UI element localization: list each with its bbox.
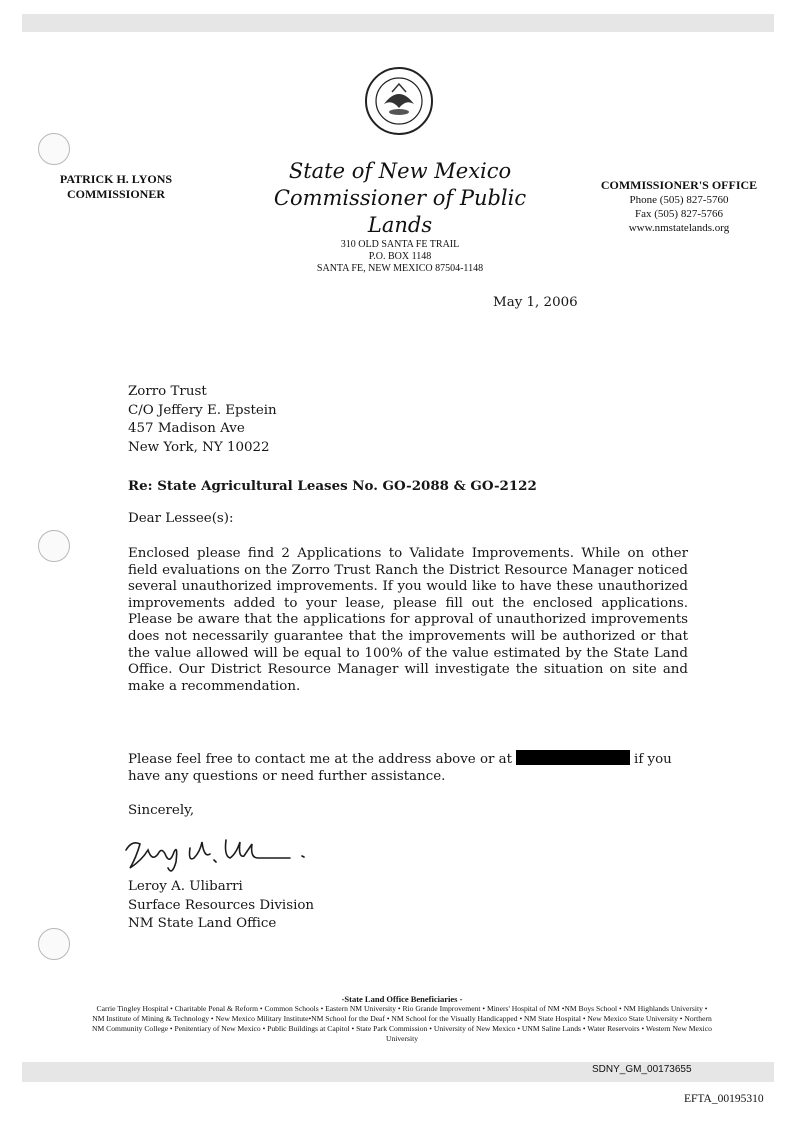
footer-title: -State Land Office Beneficiaries - xyxy=(341,994,463,1004)
office-title: COMMISSIONER'S OFFICE xyxy=(600,178,758,192)
address-line-1: 310 OLD SANTA FE TRAIL xyxy=(340,239,460,250)
body-paragraph-1: Enclosed please find 2 Applications to Validate Improvements. While on other field evaluations on the Zorro Trust Ranch the District Resource Manager noticed several unauthorized improvements. If you would like to have these unauthorized improvements added to your lease, please fill out the enclosed applications. Please be aware that the applications for approval of unauthorized improvements does not necessarily guarantee that the improvements will be authorized or that the value allowed will be equal to 100% of the value estimated by the State Land Office. Our District Resource Manager will investigate the situation on site and make a recommendation. xyxy=(128,546,688,694)
subject-line: Re: State Agricultural Leases No. GO-2088 & GO-2122 xyxy=(128,478,537,494)
salutation: Dear Lessee(s): xyxy=(128,511,234,526)
signature-block xyxy=(128,878,314,934)
handwritten-signature xyxy=(118,828,338,878)
state-seal xyxy=(364,66,434,136)
office-line: Commissioner of Public Lands xyxy=(273,186,527,237)
office-website[interactable]: www.nmstatelands.org xyxy=(628,222,730,234)
office-fax: Fax (505) 827-5766 xyxy=(635,208,723,220)
signer-division: Surface Resources Division xyxy=(128,897,315,913)
body-paragraph-2 xyxy=(128,750,688,785)
paragraph-2-end: if you have any questions or need further assistance. xyxy=(128,752,672,784)
punch-hole-top xyxy=(38,133,70,165)
recipient-line-4: New York, NY 10022 xyxy=(128,439,270,455)
commissioner-block xyxy=(50,172,182,202)
recipient-line-1: Zorro Trust xyxy=(128,384,207,399)
footer-beneficiaries: Carrie Tingley Hospital • Charitable Penal & Reform • Common Schools • Eastern NM University • Rio Grande Improvement • Miners' Hospital of NM •NM Boys School • NM Highlands University • NM Institute of Mining & Technology • New Mexico Military Institute•NM School for the Deaf • NM School for the Visually Handicapped • NM State Hospital • New Mexico State University • Northern NM Community College • Penitentiary of New Mexico • Public Buildings at Capitol • State Park Commission • University of New Mexico • UNM Saline Lands • Water Reservoirs • Western New Mexico University xyxy=(92,1004,712,1043)
punch-hole-middle xyxy=(38,530,70,562)
address-line-2: P.O. BOX 1148 xyxy=(368,251,432,262)
state-line: State of New Mexico xyxy=(288,159,512,183)
paragraph-2-start: Please feel free to contact me at the address above or at xyxy=(128,752,513,767)
recipient-address xyxy=(128,383,277,457)
signer-name: Leroy A. Ulibarri xyxy=(128,879,243,894)
commissioner-title: COMMISSIONER xyxy=(66,187,165,201)
recipient-line-3: 457 Madison Ave xyxy=(128,421,245,436)
letterhead-center xyxy=(250,158,550,275)
closing: Sincerely, xyxy=(128,803,195,818)
office-phone: Phone (505) 827-5760 xyxy=(629,194,729,206)
beneficiaries-footer xyxy=(92,994,712,1044)
scan-band-top xyxy=(22,14,774,32)
bates-number-secondary: EFTA_00195310 xyxy=(684,1093,764,1105)
recipient-line-2: C/O Jeffery E. Epstein xyxy=(128,402,277,418)
address-line-3: SANTA FE, NEW MEXICO 87504-1148 xyxy=(316,263,484,274)
office-contact-block xyxy=(588,178,770,235)
redaction-box xyxy=(516,750,630,765)
punch-hole-bottom xyxy=(38,928,70,960)
commissioner-name: PATRICK H. LYONS xyxy=(59,172,173,186)
signer-office: NM State Land Office xyxy=(128,916,277,931)
letter-date: May 1, 2006 xyxy=(493,295,578,310)
bates-number-primary: SDNY_GM_00173655 xyxy=(592,1064,692,1075)
